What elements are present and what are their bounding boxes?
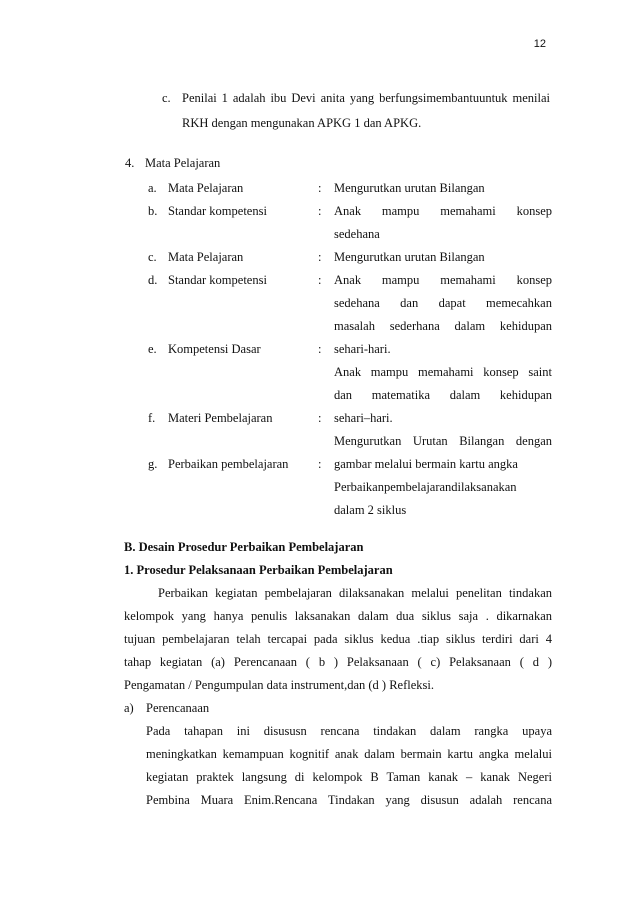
paragraph-line: kelompok yang hanya penulis laksanakan dalam dua siklus saja . dikarnakan xyxy=(124,609,552,623)
heading-1: 1. Prosedur Pelaksanaan Perbaikan Pembelajaran xyxy=(124,563,393,577)
row-g-value-line: dalam 2 siklus xyxy=(334,503,407,517)
row-g-name: Perbaikan pembelajaran xyxy=(168,457,289,471)
row-a-label: a. xyxy=(148,181,157,195)
paragraph-line: tahap kegiatan (a) Perencanaan ( b ) Pelaksanaan ( c) Pelaksanaan ( d ) xyxy=(124,655,552,669)
row-f-colon: : xyxy=(318,411,322,425)
row-b-label: b. xyxy=(148,204,158,218)
section4-title: Mata Pelajaran xyxy=(145,156,221,170)
row-f-name: Materi Pembelajaran xyxy=(168,411,273,425)
row-c-label: c. xyxy=(148,250,157,264)
row-c-value-line: Mengurutkan urutan Bilangan xyxy=(334,250,485,264)
heading-b: B. Desain Prosedur Perbaikan Pembelajaran xyxy=(124,540,364,554)
row-e-label: e. xyxy=(148,342,157,356)
row-f-label: f. xyxy=(148,411,156,425)
paragraph-line: Pengamatan / Pengumpulan data instrument,dan (d ) Refleksi. xyxy=(124,678,434,692)
row-g-colon: : xyxy=(318,457,322,471)
paragraph-line: Pembina Muara Enim.Rencana Tindakan yang disusun adalah rencana xyxy=(146,793,552,807)
row-e-colon: : xyxy=(318,342,322,356)
row-d-label: d. xyxy=(148,273,158,287)
section4-label: 4. xyxy=(125,156,135,170)
row-g-label: g. xyxy=(148,457,158,471)
row-e-value-line: sehari-hari. xyxy=(334,342,391,356)
paragraph-line: meningkatkan kemampuan kognitif anak dalam bermain kartu angka melalui xyxy=(146,747,552,761)
row-d-colon: : xyxy=(318,273,322,287)
row-d-name: Standar kompetensi xyxy=(168,273,267,287)
row-f-value-line: sehari–hari. xyxy=(334,411,393,425)
row-d-value-line: Anak mampu memahami konsep xyxy=(334,273,552,287)
row-b-value-line: Anak mampu memahami konsep xyxy=(334,204,552,218)
row-a-name: Mata Pelajaran xyxy=(168,181,244,195)
row-e-value-line: Anak mampu memahami konsep saint xyxy=(334,365,552,379)
row-e-value-line: dan matematika dalam kehidupan xyxy=(334,388,552,402)
row-d-value-line: masalah sederhana dalam kehidupan xyxy=(334,319,552,333)
paragraph-line: Pada tahapan ini disususn rencana tindakan dalam rangka upaya xyxy=(146,724,552,738)
row-c-name: Mata Pelajaran xyxy=(168,250,244,264)
row-b-value-line: sedehana xyxy=(334,227,380,241)
sub-a-title: Perencanaan xyxy=(146,701,210,715)
item-c-line1: Penilai 1 adalah ibu Devi anita yang berfungsimembantuuntuk menilai xyxy=(182,91,550,105)
row-a-value-line: Mengurutkan urutan Bilangan xyxy=(334,181,485,195)
row-e-name: Kompetensi Dasar xyxy=(168,342,261,356)
row-a-colon: : xyxy=(318,181,322,195)
sub-a-label: a) xyxy=(124,701,134,715)
row-g-value-line: gambar melalui bermain kartu angka xyxy=(334,457,518,471)
row-b-colon: : xyxy=(318,204,322,218)
paragraph-line: Perbaikan kegiatan pembelajaran dilaksanakan melalui penelitan tindakan xyxy=(158,586,552,600)
row-f-value-line: Mengurutkan Urutan Bilangan dengan xyxy=(334,434,552,448)
page-number: 12 xyxy=(533,38,546,50)
row-b-name: Standar kompetensi xyxy=(168,204,267,218)
paragraph-line: kegiatan praktek langsung di kelompok B Taman kanak – kanak Negeri xyxy=(146,770,552,784)
row-d-value-line: sedehana dan dapat memecahkan xyxy=(334,296,552,310)
row-g-value-line: Perbaikanpembelajarandilaksanakan xyxy=(334,480,517,494)
row-c-colon: : xyxy=(318,250,322,264)
item-c-line2: RKH dengan mengunakan APKG 1 dan APKG. xyxy=(182,116,422,130)
paragraph-line: tujuan pembelajaran telah tercapai pada siklus kedua .tiap siklus terdiri dari 4 xyxy=(124,632,552,646)
item-c-label: c. xyxy=(162,91,171,105)
